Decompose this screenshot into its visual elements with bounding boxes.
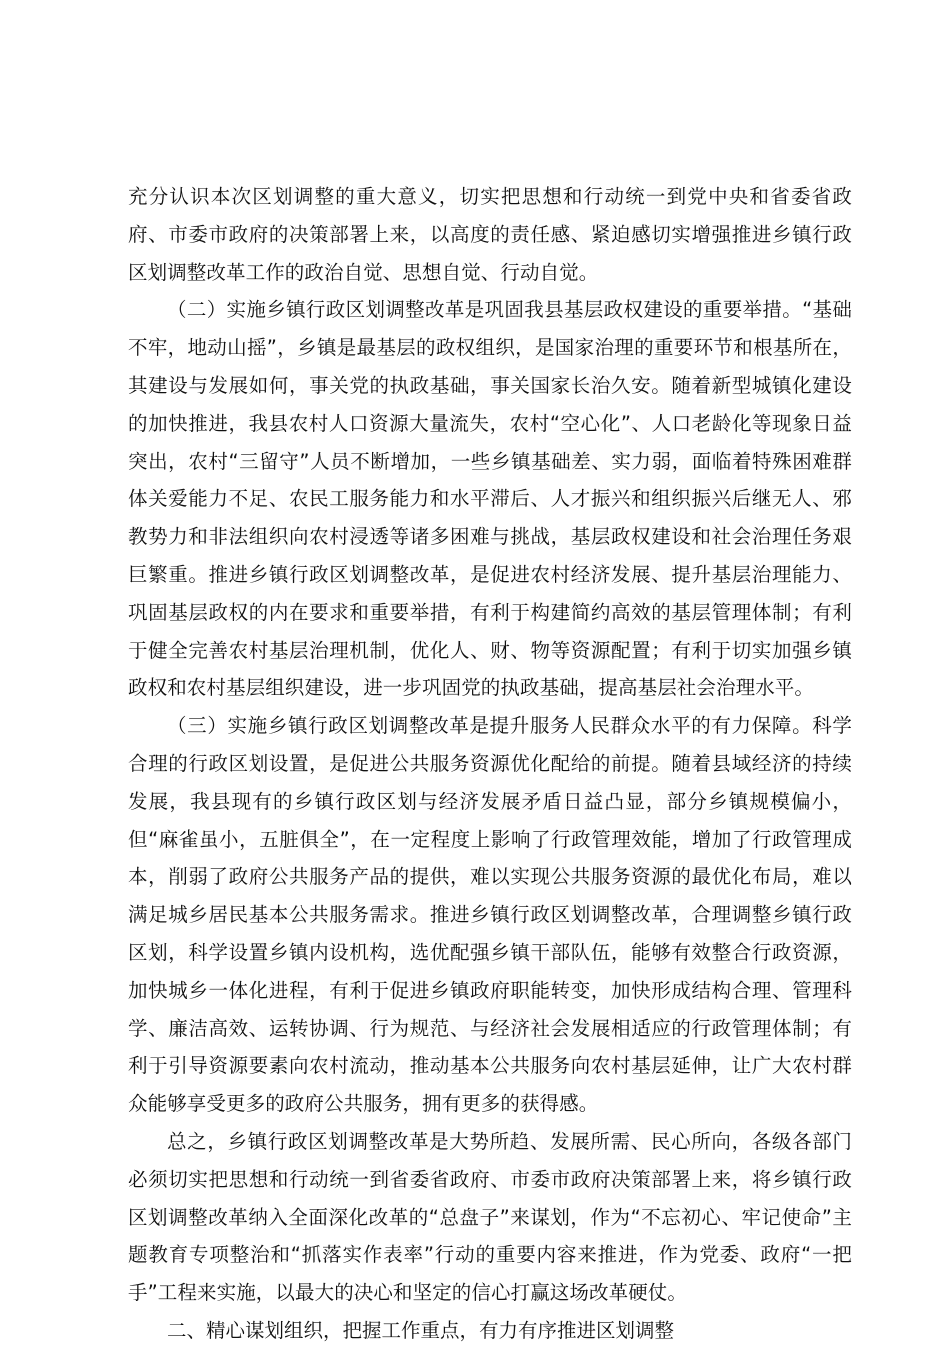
paragraph-continuation: 充分认识本次区划调整的重大意义，切实把思想和行动统一到党中央和省委省政府、市委市政府的决策部署上来，以高度的责任感、紧迫感切实增强推进乡镇行政区划调整改革工作的政治自觉、思想自觉、行动自觉。 — [128, 185, 852, 284]
document-body — [128, 178, 852, 1350]
paragraph-section-three: （三）实施乡镇行政区划调整改革是提升服务人民群众水平的有力保障。科学合理的行政区划设置，是促进公共服务资源优化配给的前提。随着县域经济的持续发展，我县现有的乡镇行政区划与经济发展矛盾日益凸显，部分乡镇规模偏小，但“麻雀虽小，五脏俱全”，在一定程度上影响了行政管理效能，增加了行政管理成本，削弱了政府公共服务产品的提供，难以实现公共服务资源的最优化布局，难以满足城乡居民基本公共服务需求。推进乡镇行政区划调整改革，合理调整乡镇行政区划，科学设置乡镇内设机构，选优配强乡镇干部队伍，能够有效整合行政资源，加快城乡一体化进程，有利于促进乡镇政府职能转变，加快形成结构合理、管理科学、廉洁高效、运转协调、行为规范、与经济社会发展相适应的行政管理体制；有利于引导资源要素向农村流动，推动基本公共服务向农村基层延伸，让广大农村群众能够享受更多的政府公共服务，拥有更多的获得感。 — [128, 714, 852, 1116]
section-heading: 二、精心谋划组织，把握工作重点，有力有序推进区划调整 — [167, 1318, 675, 1342]
paragraph-summary: 总之，乡镇行政区划调整改革是大势所趋、发展所需、民心所向，各级各部门必须切实把思想和行动统一到省委省政府、市委市政府决策部署上来，将乡镇行政区划调整改革纳入全面深化改革的“总盘子”来谋划，作为“不忘初心、牢记使命”主题教育专项整治和“抓落实作表率”行动的重要内容来推进，作为党委、政府“一把手”工程来实施，以最大的决心和坚定的信心打赢这场改革硬仗。 — [128, 1129, 852, 1305]
paragraph-section-two: （二）实施乡镇行政区划调整改革是巩固我县基层政权建设的重要举措。“基础不牢，地动山摇”，乡镇是最基层的政权组织，是国家治理的重要环节和根基所在，其建设与发展如何，事关党的执政基础，事关国家长治久安。随着新型城镇化建设的加快推进，我县农村人口资源大量流失，农村“空心化”、人口老龄化等现象日益突出，农村“三留守”人员不断增加，一些乡镇基础差、实力弱，面临着特殊困难群体关爱能力不足、农民工服务能力和水平滞后、人才振兴和组织振兴后继无人、邪教势力和非法组织向农村浸透等诸多困难与挑战，基层政权建设和社会治理任务艰巨繁重。推进乡镇行政区划调整改革，是促进农村经济发展、提升基层治理能力、巩固基层政权的内在要求和重要举措，有利于构建简约高效的基层管理体制；有利于健全完善农村基层治理机制，优化人、财、物等资源配置；有利于切实加强乡镇政权和农村基层组织建设，进一步巩固党的执政基础，提高基层社会治理水平。 — [128, 298, 852, 700]
